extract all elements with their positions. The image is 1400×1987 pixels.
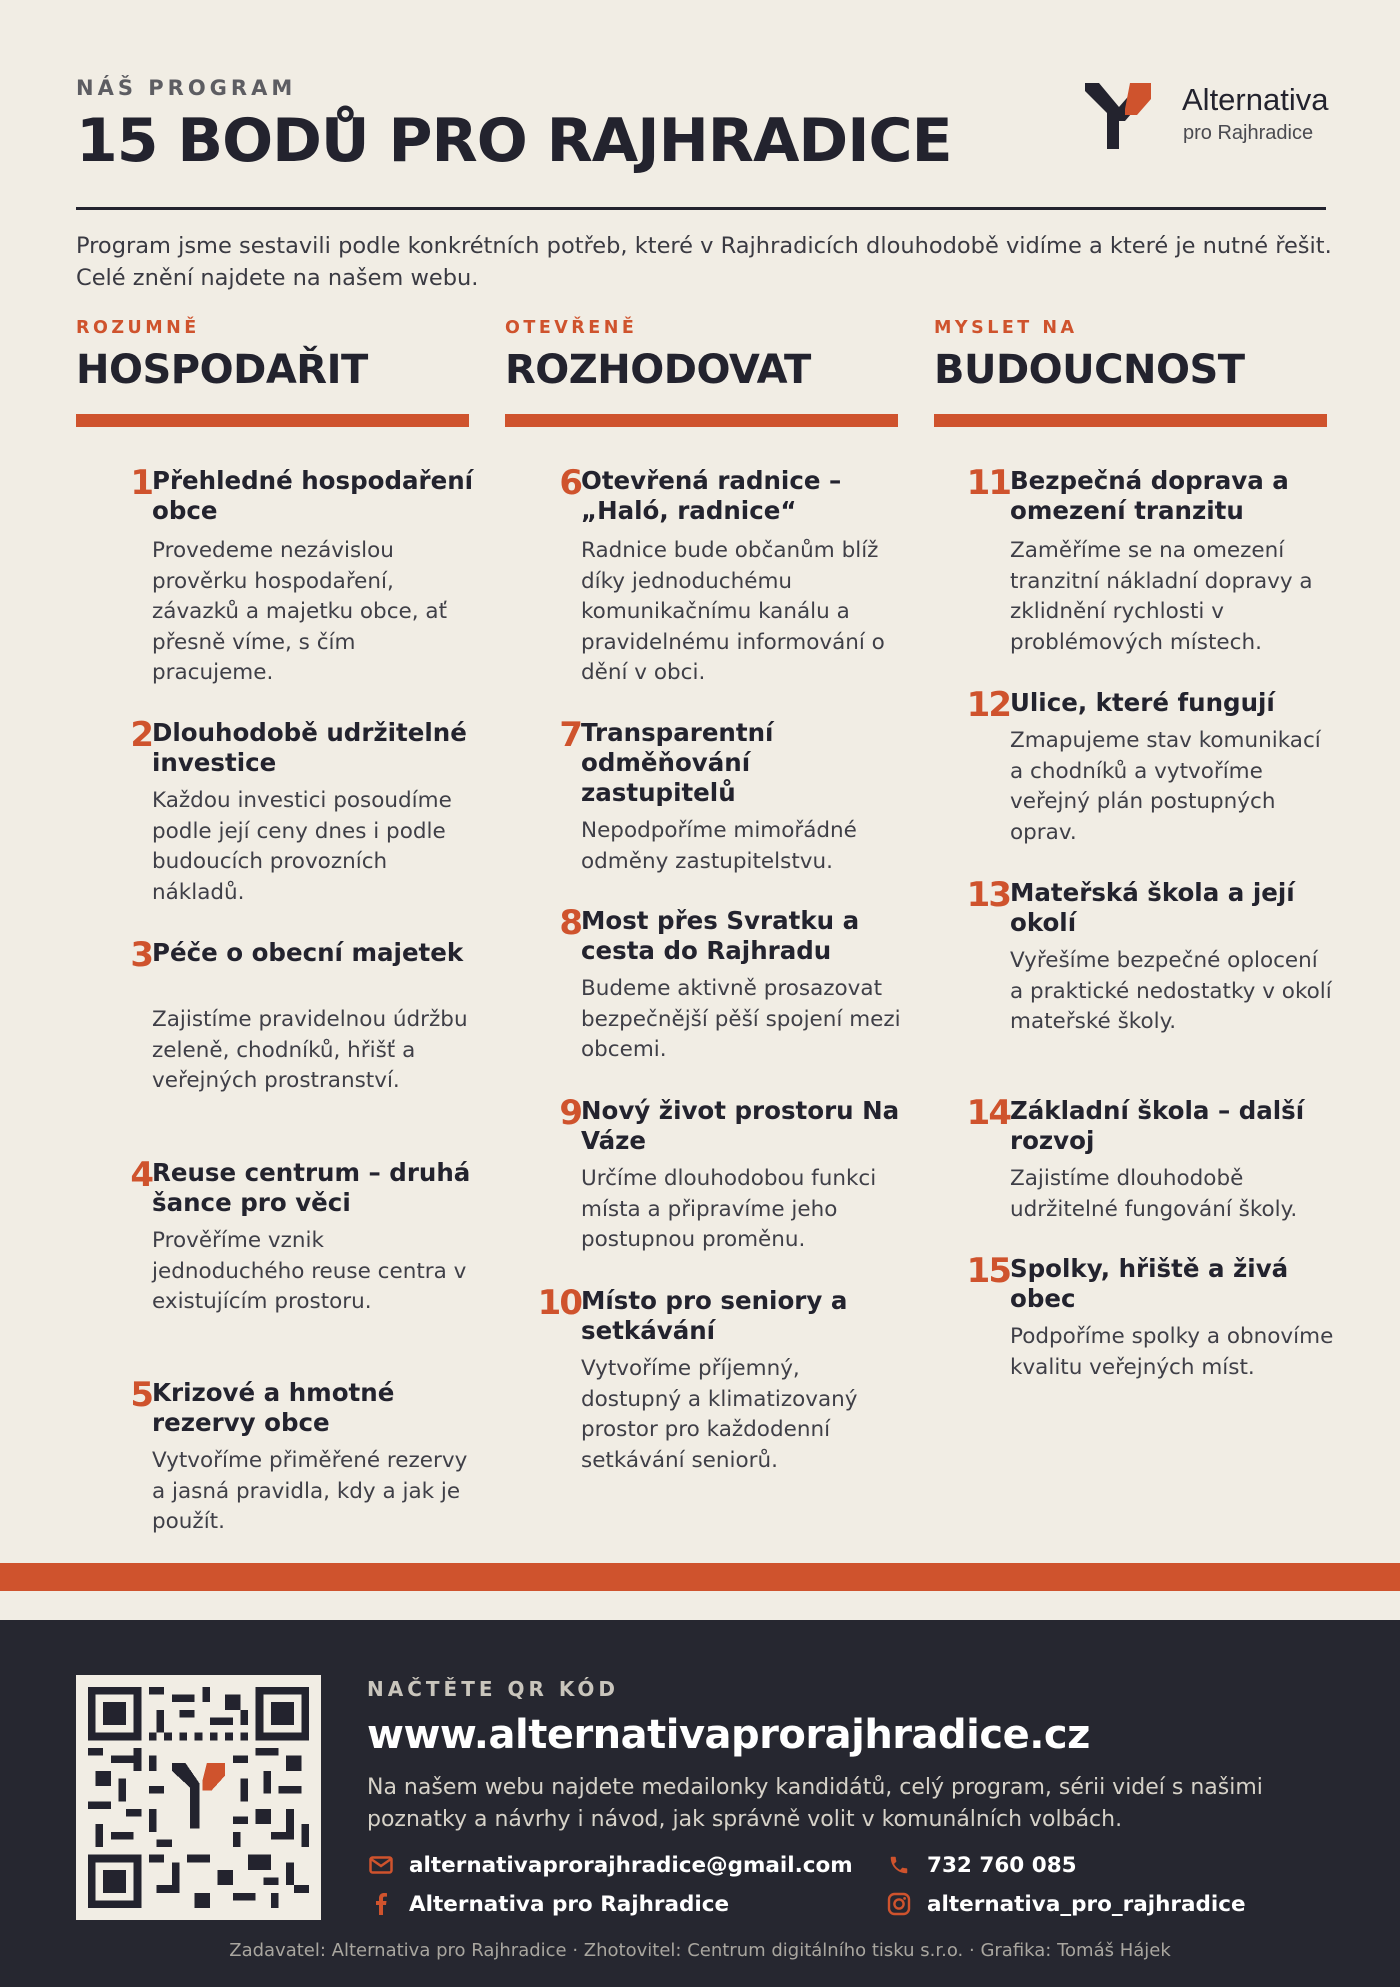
item-description: Zmapujeme stav komunikací a chodníků a vytvoříme veřejný plán postupných oprav. [1010,728,1321,845]
phone-text: 732 760 085 [927,1852,1077,1878]
logo-name: Alternativa [1182,82,1329,117]
item-number: 15 [966,1251,1010,1291]
facebook-text: Alternativa pro Rajhradice [409,1891,730,1917]
item-title: Péče o obecní majetek [152,938,464,967]
item-number: 13 [966,875,1010,915]
item-number: 10 [537,1283,581,1323]
item-number: 11 [966,463,1010,503]
page-title: 15 BODŮ PRO RAJHRADICE [76,106,952,176]
column-kicker: MYSLET NA [934,318,1078,338]
item-number: 6 [559,463,581,503]
item-title: Ulice, které fungují [1010,688,1275,717]
item-description: Vytvoříme přiměřené rezervy a jasná pravidla, kdy a jak je použít. [152,1448,468,1534]
intro-text: Program jsme sestavili podle konkrétních potřeb, které v Rajhradicích dlouhodobě vidíme a které je nutné řešit. Celé znění najdete na našem webu. [76,233,1332,291]
instagram-text: alternativa_pro_rajhradice [927,1891,1246,1917]
item-number: 7 [559,715,581,755]
column-rozhodovat [505,318,901,1473]
item-number: 1 [130,463,152,503]
item-title: Reuse centrum – druhá šance pro věci [152,1158,471,1217]
column-accent-bar [934,414,1327,427]
item-title: Dlouhodobě udržitelné investice [152,718,467,777]
item-description: Podpoříme spolky a obnovíme kvalitu veřejných míst. [1010,1324,1334,1380]
item-title: Mateřská škola a její okolí [1010,878,1295,937]
qr-kicker: NAČTĚTE QR KÓD [367,1677,620,1701]
item-number: 3 [130,935,152,975]
item-description: Vytvoříme příjemný, dostupný a klimatizovaný prostor pro každodenní setkávání seniorů. [581,1356,858,1473]
item-number: 14 [966,1093,1010,1133]
credits-text: Zadavatel: Alternativa pro Rajhradice · Zhotovitel: Centrum digitálního tisku s.r.o. · Grafika: Tomáš Hájek [229,1940,1171,1961]
item-description: Každou investici posoudíme podle její ceny dnes i podle budoucích provozních nákladů. [152,788,452,905]
item-title: Krizové a hmotné rezervy obce [152,1378,395,1437]
facebook-icon [367,1890,395,1918]
facebook-contact[interactable] [367,1890,729,1918]
phone-icon [885,1851,913,1879]
item-description: Provedeme nezávislou prověrku hospodaření, závazků a majetku obce, ať přesně víme, s čím pracujeme. [152,538,448,685]
item-number: 8 [559,903,581,943]
item-title: Most přes Svratku a cesta do Rajhradu [581,906,860,965]
item-number: 5 [130,1375,152,1415]
instagram-icon [885,1890,913,1918]
item-number: 9 [559,1093,581,1133]
column-title: BUDOUCNOST [934,347,1245,393]
column-kicker: ROZUMNĚ [76,318,200,338]
item-title: Otevřená radnice – „Haló, radnice“ [581,466,842,525]
column-kicker: OTEVŘENĚ [505,318,638,338]
item-title: Nový život prostoru Na Váze [581,1096,900,1155]
logo-subtitle: pro Rajhradice [1183,122,1314,144]
column-accent-bar [76,414,469,427]
item-description: Radnice bude občanům blíž díky jednoduchému komunikačnímu kanálu a pravidelnému informování o dění v obci. [581,538,885,685]
item-description: Určíme dlouhodobou funkci místa a připravíme jeho postupnou proměnu. [581,1166,877,1252]
item-number: 2 [130,715,152,755]
header-divider [76,207,1326,210]
item-title: Transparentní odměňování zastupitelů [581,718,774,807]
email-contact[interactable] [367,1851,853,1879]
item-title: Bezpečná doprava a omezení tranzitu [1010,466,1289,525]
item-title: Spolky, hřiště a živá obec [1010,1254,1289,1313]
column-accent-bar [505,414,898,427]
item-title: Základní škola – další rozvoj [1010,1096,1305,1155]
email-text: alternativaprorajhradice@gmail.com [409,1852,853,1878]
column-hospodarit [76,318,474,1534]
item-description: Vyřešíme bezpečné oplocení a praktické nedostatky v okolí mateřské školy. [1010,948,1332,1034]
qr-code-icon [88,1687,309,1908]
qr-code[interactable] [76,1675,321,1920]
header-kicker: NÁŠ PROGRAM [76,76,297,100]
column-budoucnost [934,318,1334,1380]
item-description: Nepodpoříme mimořádné odměny zastupitelstvu. [581,818,857,874]
party-logo [1085,80,1335,155]
column-title: HOSPODAŘIT [76,347,368,393]
instagram-contact[interactable] [885,1890,1246,1918]
item-description: Budeme aktivně prosazovat bezpečnější pěší spojení mezi obcemi. [581,976,901,1062]
website-link[interactable]: www.alternativaprorajhradice.cz [367,1712,1090,1758]
footer-accent-bar [0,1563,1400,1591]
item-title: Místo pro seniory a setkávání [581,1286,848,1345]
item-description: Zaměříme se na omezení tranzitní nákladní dopravy a zklidnění rychlosti v problémových místech. [1010,538,1313,655]
footer-description: Na našem webu najdete medailonky kandidátů, celý program, sérii videí s našimi poznatky a návrhy i návod, jak správně volit v komunálních volbách. [367,1775,1263,1832]
item-number: 12 [966,685,1010,725]
item-number: 4 [130,1155,152,1195]
logo-mark-icon [1085,83,1155,153]
mail-icon [367,1851,395,1879]
item-description: Prověříme vznik jednoduchého reuse centra v existujícím prostoru. [152,1228,467,1314]
item-description: Zajistíme dlouhodobě udržitelné fungování školy. [1010,1166,1298,1222]
phone-contact[interactable] [885,1851,1077,1879]
item-title: Přehledné hospodaření obce [152,466,474,525]
column-title: ROZHODOVAT [505,347,811,393]
item-description: Zajistíme pravidelnou údržbu zeleně, chodníků, hřišť a veřejných prostranství. [152,1007,468,1093]
